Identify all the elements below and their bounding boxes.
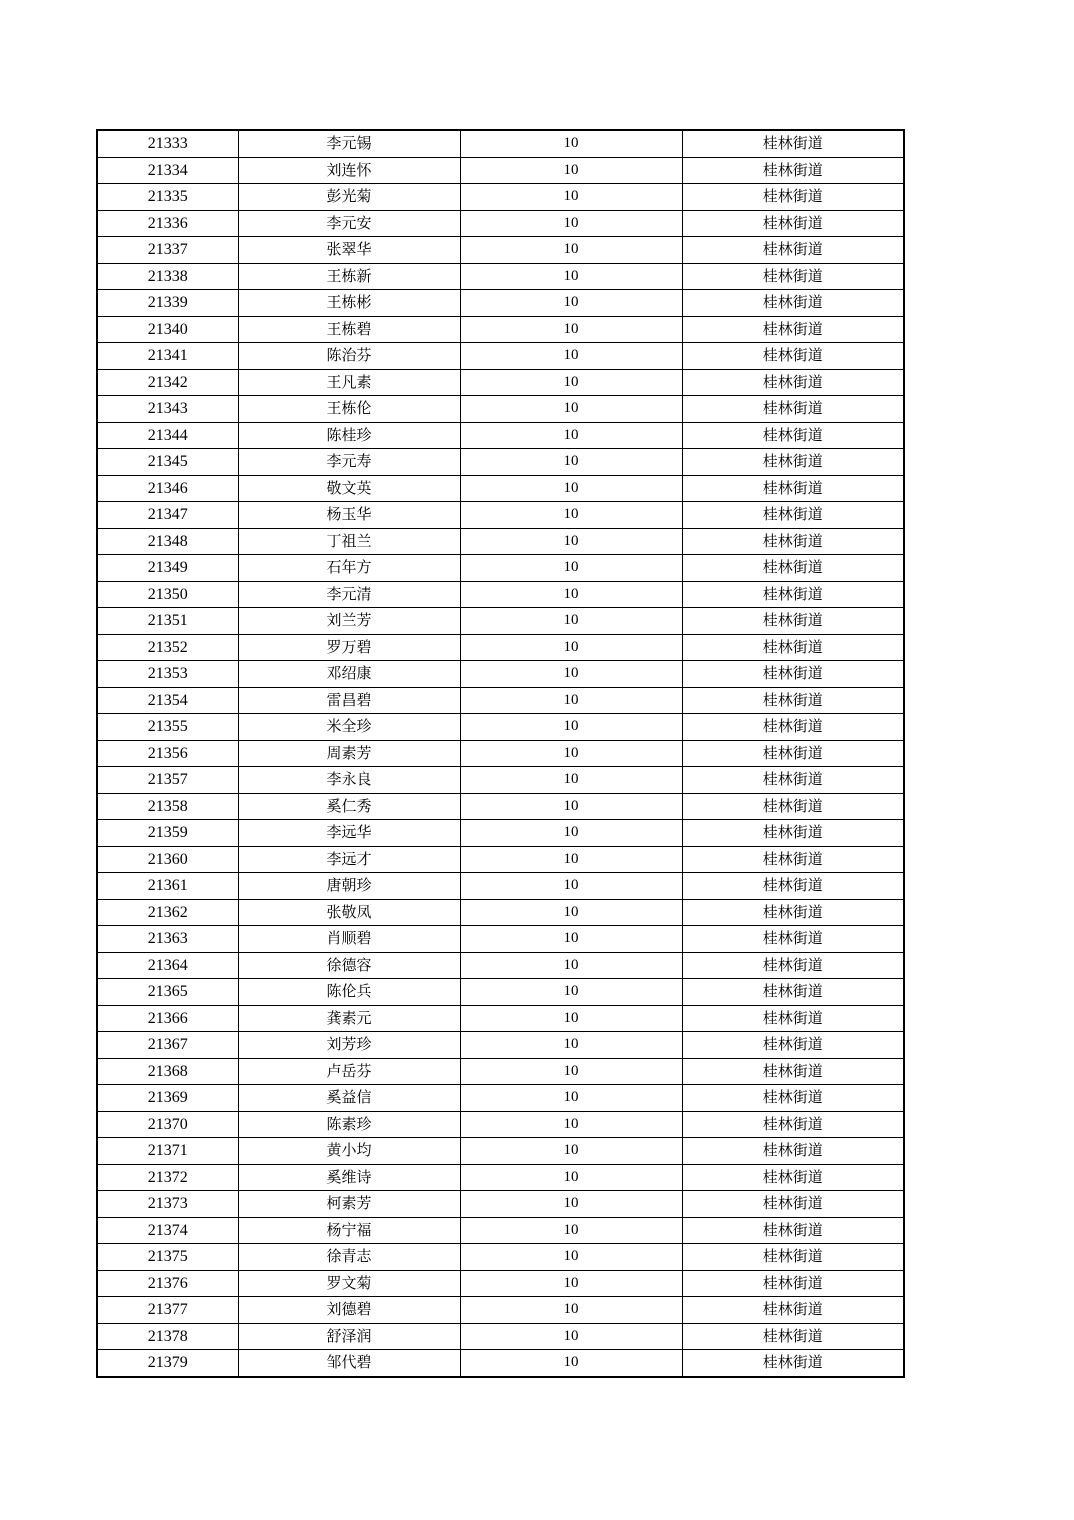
row-number-cell: 21359 [97, 820, 238, 847]
table-row [97, 184, 904, 211]
area-cell: 桂林街道 [682, 422, 904, 449]
amount-cell: 10 [460, 1297, 682, 1324]
table-row [97, 608, 904, 635]
table-row [97, 1217, 904, 1244]
name-cell: 张翠华 [238, 237, 460, 264]
table-row [97, 422, 904, 449]
table-row [97, 767, 904, 794]
table-body [97, 130, 904, 1377]
table-row [97, 555, 904, 582]
amount-cell: 10 [460, 316, 682, 343]
row-number-cell: 21347 [97, 502, 238, 529]
table-row [97, 1058, 904, 1085]
area-cell: 桂林街道 [682, 1191, 904, 1218]
amount-cell: 10 [460, 873, 682, 900]
data-table [96, 129, 905, 1378]
name-cell: 卢岳芬 [238, 1058, 460, 1085]
area-cell: 桂林街道 [682, 237, 904, 264]
area-cell: 桂林街道 [682, 396, 904, 423]
area-cell: 桂林街道 [682, 793, 904, 820]
amount-cell: 10 [460, 449, 682, 476]
amount-cell: 10 [460, 290, 682, 317]
table-row [97, 793, 904, 820]
row-number-cell: 21351 [97, 608, 238, 635]
table-row [97, 1297, 904, 1324]
table-row [97, 661, 904, 688]
area-cell: 桂林街道 [682, 184, 904, 211]
amount-cell: 10 [460, 661, 682, 688]
area-cell: 桂林街道 [682, 1005, 904, 1032]
row-number-cell: 21365 [97, 979, 238, 1006]
name-cell: 罗万碧 [238, 634, 460, 661]
row-number-cell: 21362 [97, 899, 238, 926]
table-row [97, 846, 904, 873]
table-row [97, 979, 904, 1006]
name-cell: 丁祖兰 [238, 528, 460, 555]
table-row [97, 210, 904, 237]
name-cell: 邹代碧 [238, 1350, 460, 1377]
name-cell: 李永良 [238, 767, 460, 794]
row-number-cell: 21363 [97, 926, 238, 953]
amount-cell: 10 [460, 714, 682, 741]
row-number-cell: 21334 [97, 157, 238, 184]
name-cell: 徐德容 [238, 952, 460, 979]
name-cell: 雷昌碧 [238, 687, 460, 714]
area-cell: 桂林街道 [682, 1323, 904, 1350]
area-cell: 桂林街道 [682, 979, 904, 1006]
row-number-cell: 21357 [97, 767, 238, 794]
row-number-cell: 21366 [97, 1005, 238, 1032]
name-cell: 王栋碧 [238, 316, 460, 343]
row-number-cell: 21375 [97, 1244, 238, 1271]
area-cell: 桂林街道 [682, 899, 904, 926]
row-number-cell: 21346 [97, 475, 238, 502]
amount-cell: 10 [460, 475, 682, 502]
area-cell: 桂林街道 [682, 608, 904, 635]
name-cell: 柯素芳 [238, 1191, 460, 1218]
amount-cell: 10 [460, 130, 682, 157]
amount-cell: 10 [460, 555, 682, 582]
amount-cell: 10 [460, 157, 682, 184]
row-number-cell: 21361 [97, 873, 238, 900]
row-number-cell: 21342 [97, 369, 238, 396]
area-cell: 桂林街道 [682, 714, 904, 741]
table-row [97, 1164, 904, 1191]
area-cell: 桂林街道 [682, 1350, 904, 1377]
row-number-cell: 21372 [97, 1164, 238, 1191]
table-row [97, 1244, 904, 1271]
name-cell: 陈伦兵 [238, 979, 460, 1006]
name-cell: 肖顺碧 [238, 926, 460, 953]
amount-cell: 10 [460, 1111, 682, 1138]
name-cell: 李元锡 [238, 130, 460, 157]
amount-cell: 10 [460, 184, 682, 211]
amount-cell: 10 [460, 1058, 682, 1085]
name-cell: 唐朝珍 [238, 873, 460, 900]
table-row [97, 502, 904, 529]
area-cell: 桂林街道 [682, 1085, 904, 1112]
row-number-cell: 21345 [97, 449, 238, 476]
name-cell: 李元寿 [238, 449, 460, 476]
table-row [97, 952, 904, 979]
table-row [97, 1191, 904, 1218]
table-row [97, 1032, 904, 1059]
row-number-cell: 21379 [97, 1350, 238, 1377]
amount-cell: 10 [460, 1270, 682, 1297]
row-number-cell: 21378 [97, 1323, 238, 1350]
table-row [97, 343, 904, 370]
name-cell: 陈治芬 [238, 343, 460, 370]
row-number-cell: 21336 [97, 210, 238, 237]
name-cell: 徐青志 [238, 1244, 460, 1271]
name-cell: 王栋伦 [238, 396, 460, 423]
name-cell: 石年方 [238, 555, 460, 582]
amount-cell: 10 [460, 528, 682, 555]
name-cell: 陈素珍 [238, 1111, 460, 1138]
table-row [97, 237, 904, 264]
amount-cell: 10 [460, 767, 682, 794]
table-row [97, 926, 904, 953]
amount-cell: 10 [460, 1244, 682, 1271]
row-number-cell: 21369 [97, 1085, 238, 1112]
row-number-cell: 21337 [97, 237, 238, 264]
area-cell: 桂林街道 [682, 1217, 904, 1244]
row-number-cell: 21341 [97, 343, 238, 370]
area-cell: 桂林街道 [682, 1297, 904, 1324]
amount-cell: 10 [460, 1085, 682, 1112]
table-row [97, 634, 904, 661]
name-cell: 敬文英 [238, 475, 460, 502]
amount-cell: 10 [460, 740, 682, 767]
table-row [97, 290, 904, 317]
table-row [97, 528, 904, 555]
amount-cell: 10 [460, 210, 682, 237]
name-cell: 王栋彬 [238, 290, 460, 317]
amount-cell: 10 [460, 1217, 682, 1244]
area-cell: 桂林街道 [682, 1270, 904, 1297]
amount-cell: 10 [460, 1164, 682, 1191]
row-number-cell: 21333 [97, 130, 238, 157]
table-row [97, 316, 904, 343]
table-row [97, 687, 904, 714]
row-number-cell: 21354 [97, 687, 238, 714]
row-number-cell: 21377 [97, 1297, 238, 1324]
row-number-cell: 21338 [97, 263, 238, 290]
row-number-cell: 21371 [97, 1138, 238, 1165]
amount-cell: 10 [460, 899, 682, 926]
table-row [97, 1085, 904, 1112]
row-number-cell: 21376 [97, 1270, 238, 1297]
row-number-cell: 21339 [97, 290, 238, 317]
area-cell: 桂林街道 [682, 210, 904, 237]
name-cell: 邓绍康 [238, 661, 460, 688]
name-cell: 杨宁福 [238, 1217, 460, 1244]
amount-cell: 10 [460, 422, 682, 449]
row-number-cell: 21368 [97, 1058, 238, 1085]
table-row [97, 130, 904, 157]
area-cell: 桂林街道 [682, 1244, 904, 1271]
area-cell: 桂林街道 [682, 634, 904, 661]
table-row [97, 714, 904, 741]
name-cell: 彭光菊 [238, 184, 460, 211]
area-cell: 桂林街道 [682, 1138, 904, 1165]
row-number-cell: 21373 [97, 1191, 238, 1218]
row-number-cell: 21367 [97, 1032, 238, 1059]
area-cell: 桂林街道 [682, 767, 904, 794]
amount-cell: 10 [460, 1138, 682, 1165]
name-cell: 奚益信 [238, 1085, 460, 1112]
table-row [97, 899, 904, 926]
area-cell: 桂林街道 [682, 555, 904, 582]
table-row [97, 1270, 904, 1297]
table-row [97, 396, 904, 423]
area-cell: 桂林街道 [682, 369, 904, 396]
name-cell: 张敬凤 [238, 899, 460, 926]
table-row [97, 820, 904, 847]
name-cell: 杨玉华 [238, 502, 460, 529]
amount-cell: 10 [460, 687, 682, 714]
area-cell: 桂林街道 [682, 846, 904, 873]
area-cell: 桂林街道 [682, 1032, 904, 1059]
name-cell: 刘连怀 [238, 157, 460, 184]
table-row [97, 1005, 904, 1032]
amount-cell: 10 [460, 369, 682, 396]
amount-cell: 10 [460, 1005, 682, 1032]
row-number-cell: 21364 [97, 952, 238, 979]
area-cell: 桂林街道 [682, 502, 904, 529]
amount-cell: 10 [460, 1323, 682, 1350]
area-cell: 桂林街道 [682, 343, 904, 370]
name-cell: 奚维诗 [238, 1164, 460, 1191]
name-cell: 刘兰芳 [238, 608, 460, 635]
area-cell: 桂林街道 [682, 1058, 904, 1085]
table-row [97, 263, 904, 290]
area-cell: 桂林街道 [682, 475, 904, 502]
name-cell: 米全珍 [238, 714, 460, 741]
area-cell: 桂林街道 [682, 873, 904, 900]
amount-cell: 10 [460, 396, 682, 423]
area-cell: 桂林街道 [682, 316, 904, 343]
table-row [97, 449, 904, 476]
row-number-cell: 21360 [97, 846, 238, 873]
table-row [97, 581, 904, 608]
table-row [97, 157, 904, 184]
area-cell: 桂林街道 [682, 157, 904, 184]
row-number-cell: 21370 [97, 1111, 238, 1138]
row-number-cell: 21352 [97, 634, 238, 661]
table-row [97, 475, 904, 502]
amount-cell: 10 [460, 343, 682, 370]
name-cell: 龚素元 [238, 1005, 460, 1032]
row-number-cell: 21335 [97, 184, 238, 211]
name-cell: 罗文菊 [238, 1270, 460, 1297]
area-cell: 桂林街道 [682, 687, 904, 714]
amount-cell: 10 [460, 1191, 682, 1218]
area-cell: 桂林街道 [682, 926, 904, 953]
table-row [97, 740, 904, 767]
name-cell: 李远才 [238, 846, 460, 873]
row-number-cell: 21358 [97, 793, 238, 820]
amount-cell: 10 [460, 1032, 682, 1059]
area-cell: 桂林街道 [682, 130, 904, 157]
area-cell: 桂林街道 [682, 449, 904, 476]
table-row [97, 1323, 904, 1350]
row-number-cell: 21353 [97, 661, 238, 688]
name-cell: 舒泽润 [238, 1323, 460, 1350]
amount-cell: 10 [460, 793, 682, 820]
area-cell: 桂林街道 [682, 528, 904, 555]
name-cell: 刘芳珍 [238, 1032, 460, 1059]
name-cell: 周素芳 [238, 740, 460, 767]
row-number-cell: 21374 [97, 1217, 238, 1244]
amount-cell: 10 [460, 820, 682, 847]
area-cell: 桂林街道 [682, 1164, 904, 1191]
name-cell: 王栋新 [238, 263, 460, 290]
amount-cell: 10 [460, 502, 682, 529]
name-cell: 陈桂珍 [238, 422, 460, 449]
row-number-cell: 21356 [97, 740, 238, 767]
amount-cell: 10 [460, 263, 682, 290]
row-number-cell: 21340 [97, 316, 238, 343]
row-number-cell: 21355 [97, 714, 238, 741]
name-cell: 王凡素 [238, 369, 460, 396]
amount-cell: 10 [460, 846, 682, 873]
amount-cell: 10 [460, 952, 682, 979]
amount-cell: 10 [460, 926, 682, 953]
area-cell: 桂林街道 [682, 1111, 904, 1138]
amount-cell: 10 [460, 634, 682, 661]
row-number-cell: 21348 [97, 528, 238, 555]
table-row [97, 369, 904, 396]
area-cell: 桂林街道 [682, 290, 904, 317]
row-number-cell: 21350 [97, 581, 238, 608]
table-row [97, 1350, 904, 1377]
name-cell: 李元安 [238, 210, 460, 237]
area-cell: 桂林街道 [682, 952, 904, 979]
table-row [97, 873, 904, 900]
row-number-cell: 21349 [97, 555, 238, 582]
name-cell: 李元清 [238, 581, 460, 608]
amount-cell: 10 [460, 581, 682, 608]
name-cell: 黄小均 [238, 1138, 460, 1165]
row-number-cell: 21344 [97, 422, 238, 449]
amount-cell: 10 [460, 608, 682, 635]
name-cell: 李远华 [238, 820, 460, 847]
name-cell: 奚仁秀 [238, 793, 460, 820]
area-cell: 桂林街道 [682, 661, 904, 688]
table-row [97, 1138, 904, 1165]
amount-cell: 10 [460, 1350, 682, 1377]
amount-cell: 10 [460, 237, 682, 264]
row-number-cell: 21343 [97, 396, 238, 423]
table-row [97, 1111, 904, 1138]
area-cell: 桂林街道 [682, 263, 904, 290]
area-cell: 桂林街道 [682, 740, 904, 767]
area-cell: 桂林街道 [682, 581, 904, 608]
amount-cell: 10 [460, 979, 682, 1006]
area-cell: 桂林街道 [682, 820, 904, 847]
name-cell: 刘德碧 [238, 1297, 460, 1324]
